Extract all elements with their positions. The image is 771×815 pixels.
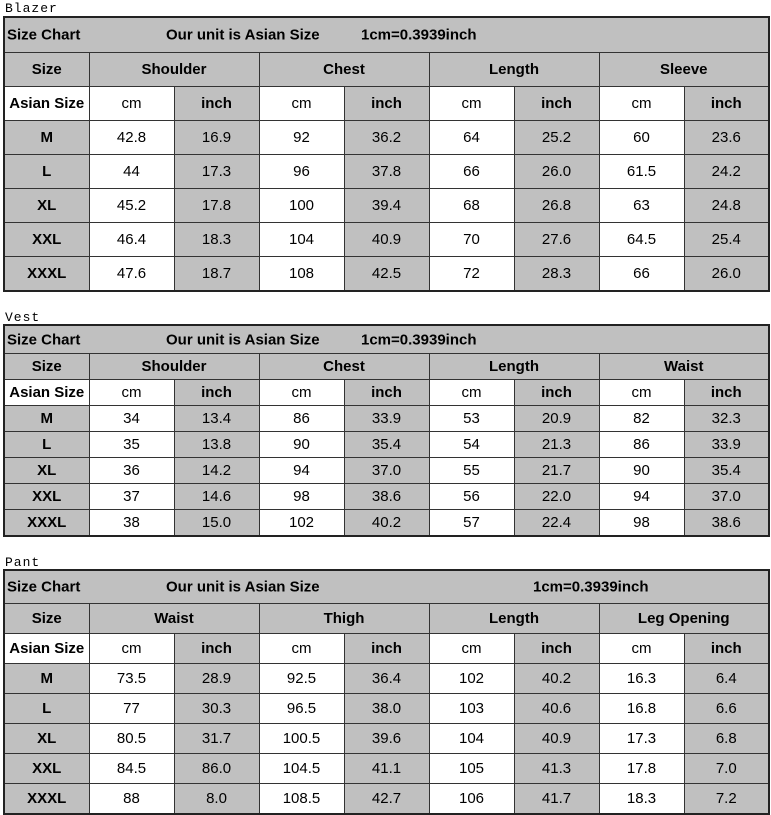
cm-value: 46.4 bbox=[89, 223, 174, 257]
cm-value: 82 bbox=[599, 406, 684, 432]
cm-value: 55 bbox=[429, 458, 514, 484]
inch-value: 40.6 bbox=[514, 694, 599, 724]
column-header: Length bbox=[429, 604, 599, 634]
asian-size-label: Asian Size bbox=[4, 380, 89, 406]
inch-value: 23.6 bbox=[684, 121, 769, 155]
size-cell: XXXL bbox=[4, 784, 89, 814]
title-bar bbox=[4, 570, 769, 604]
cm-value: 77 bbox=[89, 694, 174, 724]
unit-inch: inch bbox=[174, 380, 259, 406]
unit-cm: cm bbox=[429, 380, 514, 406]
inch-value: 15.0 bbox=[174, 510, 259, 536]
size-cell: L bbox=[4, 155, 89, 189]
conversion-note: 1cm=0.3939inch bbox=[533, 578, 649, 596]
title-row bbox=[4, 17, 769, 53]
inch-value: 33.9 bbox=[344, 406, 429, 432]
unit-cm: cm bbox=[89, 380, 174, 406]
cm-value: 90 bbox=[599, 458, 684, 484]
inch-value: 20.9 bbox=[514, 406, 599, 432]
inch-value: 30.3 bbox=[174, 694, 259, 724]
cm-value: 88 bbox=[89, 784, 174, 814]
table-row bbox=[4, 121, 769, 155]
inch-value: 31.7 bbox=[174, 724, 259, 754]
inch-value: 13.4 bbox=[174, 406, 259, 432]
column-header: Leg Opening bbox=[599, 604, 769, 634]
title-row bbox=[4, 570, 769, 604]
cm-value: 104 bbox=[259, 223, 344, 257]
inch-value: 38.6 bbox=[684, 510, 769, 536]
inch-value: 14.6 bbox=[174, 484, 259, 510]
cm-value: 63 bbox=[599, 189, 684, 223]
inch-value: 32.3 bbox=[684, 406, 769, 432]
inch-value: 42.5 bbox=[344, 257, 429, 291]
cm-value: 80.5 bbox=[89, 724, 174, 754]
table-row bbox=[4, 484, 769, 510]
cm-value: 70 bbox=[429, 223, 514, 257]
cm-value: 92.5 bbox=[259, 664, 344, 694]
cm-value: 68 bbox=[429, 189, 514, 223]
inch-value: 39.4 bbox=[344, 189, 429, 223]
inch-value: 25.2 bbox=[514, 121, 599, 155]
cm-value: 47.6 bbox=[89, 257, 174, 291]
column-header: Shoulder bbox=[89, 354, 259, 380]
size-cell: XXL bbox=[4, 754, 89, 784]
unit-inch: inch bbox=[514, 87, 599, 121]
inch-value: 6.4 bbox=[684, 664, 769, 694]
size-table bbox=[3, 324, 770, 537]
size-table bbox=[3, 569, 770, 815]
chart-title: Size Chart bbox=[7, 26, 81, 44]
size-cell: M bbox=[4, 664, 89, 694]
cm-value: 42.8 bbox=[89, 121, 174, 155]
inch-value: 22.4 bbox=[514, 510, 599, 536]
inch-value: 17.3 bbox=[174, 155, 259, 189]
table-row bbox=[4, 155, 769, 189]
table-row bbox=[4, 510, 769, 536]
unit-cm: cm bbox=[599, 87, 684, 121]
cm-value: 103 bbox=[429, 694, 514, 724]
cm-value: 104 bbox=[429, 724, 514, 754]
cm-value: 16.3 bbox=[599, 664, 684, 694]
cm-value: 86 bbox=[259, 406, 344, 432]
inch-value: 25.4 bbox=[684, 223, 769, 257]
inch-value: 33.9 bbox=[684, 432, 769, 458]
inch-value: 37.0 bbox=[344, 458, 429, 484]
column-header: Waist bbox=[89, 604, 259, 634]
cm-value: 44 bbox=[89, 155, 174, 189]
unit-cm: cm bbox=[89, 634, 174, 664]
column-header: Sleeve bbox=[599, 53, 769, 87]
cm-value: 96.5 bbox=[259, 694, 344, 724]
size-header: Size bbox=[4, 604, 89, 634]
conversion-note: 1cm=0.3939inch bbox=[361, 331, 477, 348]
unit-note: Our unit is Asian Size bbox=[166, 578, 320, 596]
size-header: Size bbox=[4, 53, 89, 87]
unit-note: Our unit is Asian Size bbox=[166, 26, 320, 44]
inch-value: 26.0 bbox=[514, 155, 599, 189]
inch-value: 16.9 bbox=[174, 121, 259, 155]
unit-inch: inch bbox=[514, 634, 599, 664]
size-cell: L bbox=[4, 432, 89, 458]
cm-value: 98 bbox=[599, 510, 684, 536]
unit-row bbox=[4, 380, 769, 406]
cm-value: 66 bbox=[599, 257, 684, 291]
size-header: Size bbox=[4, 354, 89, 380]
size-cell: XXXL bbox=[4, 257, 89, 291]
size-cell: M bbox=[4, 121, 89, 155]
table-row bbox=[4, 754, 769, 784]
title-row bbox=[4, 325, 769, 354]
cm-value: 102 bbox=[429, 664, 514, 694]
unit-cm: cm bbox=[599, 380, 684, 406]
column-header: Length bbox=[429, 354, 599, 380]
unit-row bbox=[4, 634, 769, 664]
inch-value: 41.3 bbox=[514, 754, 599, 784]
inch-value: 36.2 bbox=[344, 121, 429, 155]
unit-inch: inch bbox=[174, 634, 259, 664]
table-row bbox=[4, 257, 769, 291]
inch-value: 40.2 bbox=[514, 664, 599, 694]
table-row bbox=[4, 694, 769, 724]
cm-value: 60 bbox=[599, 121, 684, 155]
size-cell: XXL bbox=[4, 484, 89, 510]
inch-value: 35.4 bbox=[684, 458, 769, 484]
inch-value: 18.3 bbox=[174, 223, 259, 257]
inch-value: 39.6 bbox=[344, 724, 429, 754]
cm-value: 108.5 bbox=[259, 784, 344, 814]
cm-value: 94 bbox=[599, 484, 684, 510]
unit-cm: cm bbox=[259, 87, 344, 121]
column-header: Thigh bbox=[259, 604, 429, 634]
cm-value: 18.3 bbox=[599, 784, 684, 814]
unit-cm: cm bbox=[429, 634, 514, 664]
unit-cm: cm bbox=[599, 634, 684, 664]
inch-value: 7.0 bbox=[684, 754, 769, 784]
size-cell: M bbox=[4, 406, 89, 432]
size-cell: XL bbox=[4, 724, 89, 754]
cm-value: 16.8 bbox=[599, 694, 684, 724]
section-label: Blazer bbox=[5, 1, 58, 16]
inch-value: 26.0 bbox=[684, 257, 769, 291]
size-cell: XL bbox=[4, 458, 89, 484]
inch-value: 40.9 bbox=[514, 724, 599, 754]
asian-size-label: Asian Size bbox=[4, 87, 89, 121]
size-table bbox=[3, 16, 770, 292]
column-header: Chest bbox=[259, 354, 429, 380]
cm-value: 61.5 bbox=[599, 155, 684, 189]
cm-value: 37 bbox=[89, 484, 174, 510]
cm-value: 94 bbox=[259, 458, 344, 484]
chart-title: Size Chart bbox=[7, 331, 81, 348]
cm-value: 92 bbox=[259, 121, 344, 155]
unit-cm: cm bbox=[89, 87, 174, 121]
inch-value: 28.9 bbox=[174, 664, 259, 694]
cm-value: 105 bbox=[429, 754, 514, 784]
unit-row bbox=[4, 87, 769, 121]
cm-value: 45.2 bbox=[89, 189, 174, 223]
unit-inch: inch bbox=[514, 380, 599, 406]
inch-value: 8.0 bbox=[174, 784, 259, 814]
table-row bbox=[4, 432, 769, 458]
size-cell: XXXL bbox=[4, 510, 89, 536]
table-row bbox=[4, 784, 769, 814]
unit-cm: cm bbox=[429, 87, 514, 121]
table-row bbox=[4, 458, 769, 484]
cm-value: 86 bbox=[599, 432, 684, 458]
cm-value: 56 bbox=[429, 484, 514, 510]
column-header: Length bbox=[429, 53, 599, 87]
title-bar bbox=[4, 325, 769, 354]
table-row bbox=[4, 724, 769, 754]
inch-value: 6.8 bbox=[684, 724, 769, 754]
size-cell: XL bbox=[4, 189, 89, 223]
unit-cm: cm bbox=[259, 380, 344, 406]
inch-value: 21.7 bbox=[514, 458, 599, 484]
cm-value: 96 bbox=[259, 155, 344, 189]
inch-value: 37.8 bbox=[344, 155, 429, 189]
table-row bbox=[4, 406, 769, 432]
inch-value: 41.7 bbox=[514, 784, 599, 814]
cm-value: 17.3 bbox=[599, 724, 684, 754]
unit-inch: inch bbox=[174, 87, 259, 121]
cm-value: 38 bbox=[89, 510, 174, 536]
header-row bbox=[4, 354, 769, 380]
cm-value: 102 bbox=[259, 510, 344, 536]
cm-value: 108 bbox=[259, 257, 344, 291]
unit-inch: inch bbox=[344, 634, 429, 664]
column-header: Shoulder bbox=[89, 53, 259, 87]
inch-value: 6.6 bbox=[684, 694, 769, 724]
cm-value: 90 bbox=[259, 432, 344, 458]
unit-inch: inch bbox=[684, 87, 769, 121]
inch-value: 36.4 bbox=[344, 664, 429, 694]
inch-value: 24.2 bbox=[684, 155, 769, 189]
column-header: Waist bbox=[599, 354, 769, 380]
unit-inch: inch bbox=[344, 87, 429, 121]
unit-inch: inch bbox=[684, 380, 769, 406]
inch-value: 86.0 bbox=[174, 754, 259, 784]
cm-value: 35 bbox=[89, 432, 174, 458]
section-label: Vest bbox=[5, 310, 41, 325]
cm-value: 34 bbox=[89, 406, 174, 432]
table-row bbox=[4, 664, 769, 694]
inch-value: 21.3 bbox=[514, 432, 599, 458]
header-row bbox=[4, 604, 769, 634]
inch-value: 18.7 bbox=[174, 257, 259, 291]
inch-value: 38.6 bbox=[344, 484, 429, 510]
inch-value: 17.8 bbox=[174, 189, 259, 223]
table-row bbox=[4, 223, 769, 257]
inch-value: 40.2 bbox=[344, 510, 429, 536]
size-cell: L bbox=[4, 694, 89, 724]
unit-note: Our unit is Asian Size bbox=[166, 331, 320, 348]
inch-value: 37.0 bbox=[684, 484, 769, 510]
conversion-note: 1cm=0.3939inch bbox=[361, 26, 477, 44]
cm-value: 72 bbox=[429, 257, 514, 291]
inch-value: 41.1 bbox=[344, 754, 429, 784]
cm-value: 36 bbox=[89, 458, 174, 484]
unit-inch: inch bbox=[344, 380, 429, 406]
cm-value: 84.5 bbox=[89, 754, 174, 784]
inch-value: 40.9 bbox=[344, 223, 429, 257]
inch-value: 24.8 bbox=[684, 189, 769, 223]
cm-value: 106 bbox=[429, 784, 514, 814]
size-cell: XXL bbox=[4, 223, 89, 257]
cm-value: 100.5 bbox=[259, 724, 344, 754]
cm-value: 100 bbox=[259, 189, 344, 223]
inch-value: 28.3 bbox=[514, 257, 599, 291]
table-row bbox=[4, 189, 769, 223]
section-label: Pant bbox=[5, 555, 41, 570]
cm-value: 57 bbox=[429, 510, 514, 536]
cm-value: 64.5 bbox=[599, 223, 684, 257]
inch-value: 13.8 bbox=[174, 432, 259, 458]
inch-value: 14.2 bbox=[174, 458, 259, 484]
cm-value: 66 bbox=[429, 155, 514, 189]
inch-value: 27.6 bbox=[514, 223, 599, 257]
inch-value: 7.2 bbox=[684, 784, 769, 814]
cm-value: 98 bbox=[259, 484, 344, 510]
asian-size-label: Asian Size bbox=[4, 634, 89, 664]
column-header: Chest bbox=[259, 53, 429, 87]
cm-value: 104.5 bbox=[259, 754, 344, 784]
cm-value: 54 bbox=[429, 432, 514, 458]
inch-value: 22.0 bbox=[514, 484, 599, 510]
chart-title: Size Chart bbox=[7, 578, 81, 596]
cm-value: 64 bbox=[429, 121, 514, 155]
inch-value: 42.7 bbox=[344, 784, 429, 814]
header-row bbox=[4, 53, 769, 87]
cm-value: 73.5 bbox=[89, 664, 174, 694]
inch-value: 26.8 bbox=[514, 189, 599, 223]
unit-inch: inch bbox=[684, 634, 769, 664]
cm-value: 53 bbox=[429, 406, 514, 432]
cm-value: 17.8 bbox=[599, 754, 684, 784]
unit-cm: cm bbox=[259, 634, 344, 664]
title-bar bbox=[4, 17, 769, 53]
inch-value: 38.0 bbox=[344, 694, 429, 724]
inch-value: 35.4 bbox=[344, 432, 429, 458]
